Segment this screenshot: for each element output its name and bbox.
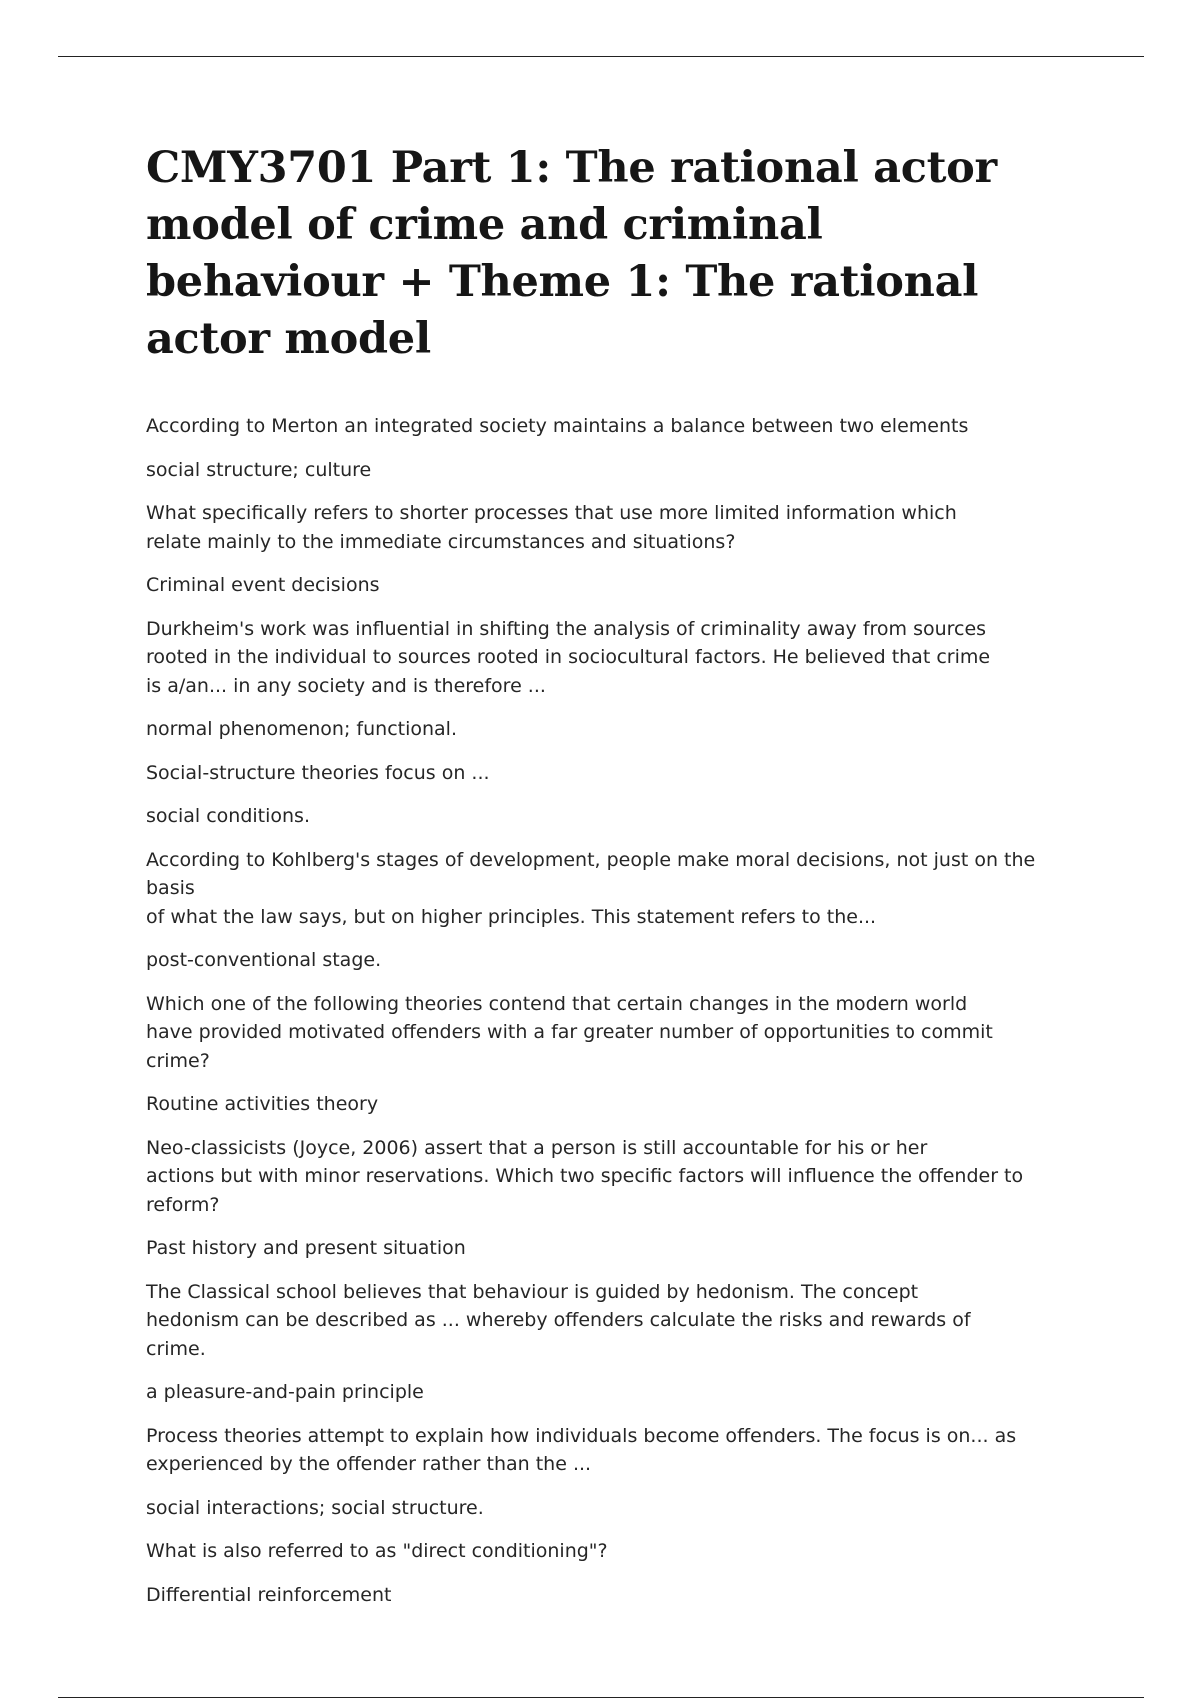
qa-item [146, 846, 1046, 975]
qa-item [146, 990, 1046, 1119]
qa-item [146, 1134, 1046, 1263]
answer-text: Criminal event decisions [146, 574, 380, 596]
qa-item [146, 412, 1046, 484]
answer-text: social conditions. [146, 805, 310, 827]
qa-item [146, 615, 1046, 744]
answer-text: Differential reinforcement [146, 1583, 392, 1606]
answer-text: social structure; culture [146, 458, 372, 481]
question-text: Social-structure theories focus on ... [146, 761, 490, 784]
document-title: CMY3701 Part 1: The rational actor model of crime and criminal behaviour + Theme 1: The rational actor model [146, 143, 997, 364]
question-text: Durkheim's work was influential in shifting the analysis of criminality away from sources rooted in the individual to sources rooted in sociocultural factors. He believed that crime is a/an... in any society and is therefore ... [146, 617, 991, 697]
answer-text: Past history and present situation [146, 1237, 466, 1259]
qa-item [146, 1278, 1046, 1407]
qa-item [146, 1537, 1046, 1609]
answer-text: a pleasure-and-pain principle [146, 1381, 424, 1403]
question-text: The Classical school believes that behaviour is guided by hedonism. The concept hedonism can be described as ... whereby offenders calculate the risks and rewards of crime. [146, 1280, 971, 1360]
bottom-divider [58, 1697, 1144, 1698]
question-text: Process theories attempt to explain how individuals become offenders. The focus is on... as experienced by the offender rather than the ... [146, 1424, 1017, 1475]
question-text: What specifically refers to shorter processes that use more limited information which relate mainly to the immediate circumstances and situations? [146, 502, 957, 553]
answer-text: post-conventional stage. [146, 949, 382, 971]
question-text: Neo-classicists (Joyce, 2006) assert that a person is still accountable for his or her actions but with minor reservations. Which two specific factors will influence the offender to reform? [146, 1136, 1024, 1216]
qa-item [146, 499, 1046, 600]
question-text: According to Merton an integrated society maintains a balance between two elements [146, 415, 969, 437]
answer-text: Routine activities theory [146, 1093, 379, 1115]
question-text: According to Kohlberg's stages of development, people make moral decisions, not just on the basis of what the law says, but on higher principles. This statement refers to the... [146, 848, 1036, 928]
question-text: Which one of the following theories contend that certain changes in the modern world have provided motivated offenders with a far greater number of opportunities to commit crime? [146, 992, 993, 1072]
top-divider [58, 56, 1144, 57]
document-body [146, 140, 1046, 1624]
qa-item [146, 759, 1046, 831]
answer-text: social interactions; social structure. [146, 1496, 484, 1519]
qa-item [146, 1422, 1046, 1523]
question-text: What is also referred to as "direct conditioning"? [146, 1540, 608, 1562]
qa-list [146, 412, 1046, 1609]
answer-text: normal phenomenon; functional. [146, 718, 457, 740]
